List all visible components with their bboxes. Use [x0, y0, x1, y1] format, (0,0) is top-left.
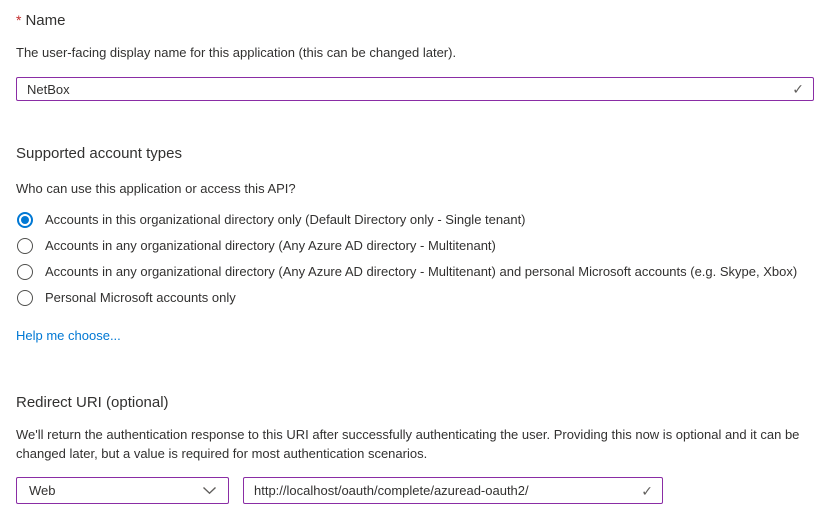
name-title-text: Name [25, 12, 66, 29]
name-description: The user-facing display name for this application (this can be changed later). [16, 45, 457, 60]
radio-button[interactable] [17, 238, 33, 254]
radio-option-multitenant[interactable] [16, 233, 814, 259]
platform-select[interactable] [16, 477, 229, 504]
radio-option-multitenant-personal[interactable] [16, 259, 814, 285]
radio-label: Accounts in this organizational directory only (Default Directory only - Single tenant) [45, 212, 526, 227]
redirect-uri-field-container [243, 477, 663, 504]
account-types-radio-group [16, 207, 814, 311]
radio-label: Accounts in any organizational directory (Any Azure AD directory - Multitenant) [45, 238, 496, 253]
radio-button[interactable] [17, 264, 33, 280]
radio-label: Accounts in any organizational directory (Any Azure AD directory - Multitenant) and personal Microsoft accounts (e.g. Skype, Xbox) [45, 264, 798, 279]
check-icon: ✓ [641, 482, 653, 499]
radio-label: Personal Microsoft accounts only [45, 290, 236, 305]
platform-select-value: Web [29, 483, 56, 498]
account-types-question: Who can use this application or access this API? [16, 181, 296, 196]
name-field-container [16, 77, 814, 101]
chevron-down-icon [202, 486, 228, 495]
required-asterisk: * [16, 12, 22, 28]
radio-option-single-tenant[interactable] [16, 207, 814, 233]
redirect-uri-input[interactable] [244, 478, 641, 503]
app-registration-form [0, 10, 829, 504]
redirect-uri-row [16, 477, 814, 504]
radio-button[interactable] [17, 212, 33, 228]
radio-option-personal-only[interactable] [16, 285, 814, 311]
name-input[interactable] [17, 78, 792, 100]
redirect-uri-title: Redirect URI (optional) [16, 394, 169, 411]
help-me-choose-link[interactable]: Help me choose... [16, 328, 121, 343]
radio-button[interactable] [17, 290, 33, 306]
account-types-title: Supported account types [16, 145, 182, 162]
redirect-uri-description: We'll return the authentication response to this URI after successfully authenticating the user. Providing this now is optional and it can be changed later, but a value is required for most authentication scenarios. [16, 427, 800, 461]
name-section-title [16, 10, 814, 31]
check-icon: ✓ [792, 81, 804, 97]
